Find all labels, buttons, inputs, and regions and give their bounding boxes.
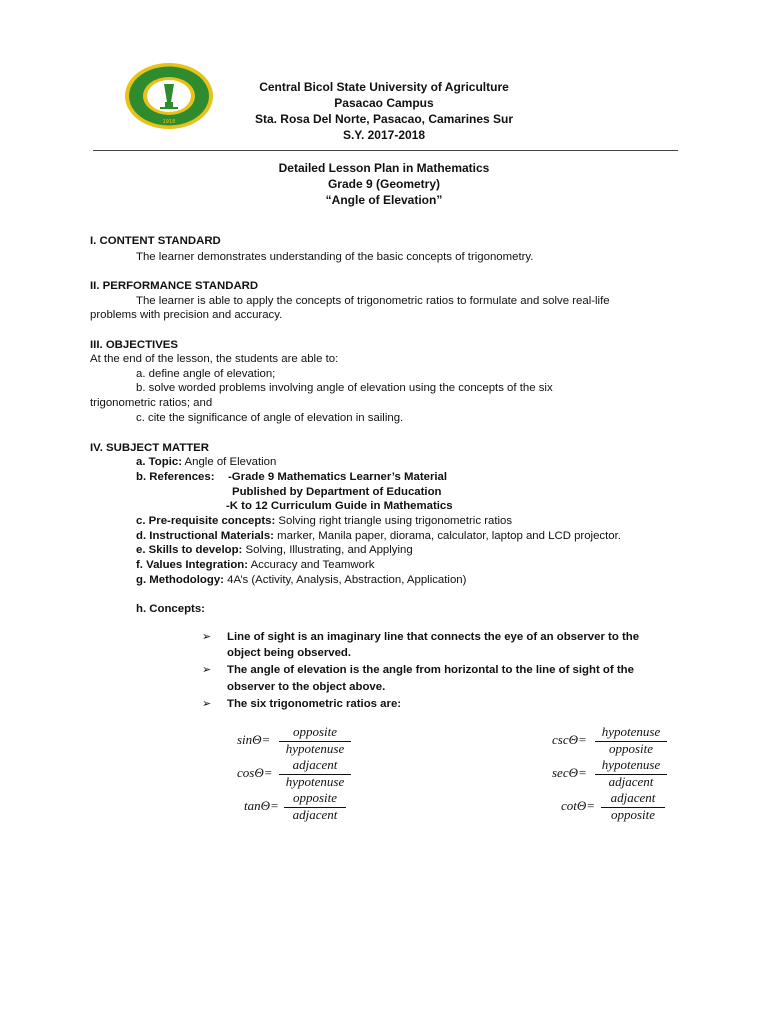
cosine-lhs: cosΘ= (237, 765, 273, 780)
school-year: S.Y. 2017-2018 (342, 128, 426, 142)
topic-line (136, 455, 276, 470)
tangent-denominator: adjacent (292, 807, 338, 822)
reference-3: -K to 12 Curriculum Guide in Mathematics (226, 500, 453, 512)
materials-line (136, 529, 621, 544)
methodology-value: 4A’s (Activity, Analysis, Abstraction, Application) (223, 574, 467, 586)
secant-numerator: hypotenuse (601, 757, 661, 772)
tangent-numerator: opposite (292, 790, 338, 805)
values-value: Accuracy and Teamwork (248, 559, 375, 571)
subject-matter-heading: IV. SUBJECT MATTER (90, 442, 209, 454)
materials-value: marker, Manila paper, diorama, calculator, laptop and LCD projector. (273, 530, 621, 542)
prerequisite-value: Solving right triangle using trigonometric ratios (275, 515, 513, 527)
reference-1: -Grade 9 Mathematics Learner’s Material (228, 471, 448, 483)
cotangent-denominator: opposite (610, 807, 656, 822)
secant-denominator: adjacent (608, 774, 654, 789)
cosecant-lhs: cscΘ= (552, 732, 587, 747)
objectives-intro: At the end of the lesson, the students are able to: (90, 353, 339, 365)
concepts-label: h. Concepts: (136, 603, 205, 615)
cosecant-numerator: hypotenuse (601, 724, 661, 739)
prerequisite-label: c. Pre-requisite concepts: (136, 515, 276, 527)
secant-lhs: secΘ= (552, 765, 587, 780)
objective-c: c. cite the significance of angle of elevation in sailing. (136, 412, 404, 424)
svg-text:1918: 1918 (162, 119, 176, 125)
tangent-lhs: tanΘ= (244, 798, 279, 813)
cotangent-numerator: adjacent (610, 790, 656, 805)
performance-standard-text-2: problems with precision and accuracy. (90, 309, 283, 321)
grade-level: Grade 9 (Geometry) (327, 177, 441, 191)
campus-address: Sta. Rosa Del Norte, Pasacao, Camarines Sur (254, 112, 514, 126)
concept-1-line-1: Line of sight is an imaginary line that connects the eye of an observer to the (227, 631, 640, 643)
cosine-denominator: hypotenuse (285, 774, 345, 789)
topic-value: Angle of Elevation (182, 456, 277, 468)
materials-label: d. Instructional Materials: (136, 530, 274, 542)
prerequisite-line (136, 514, 512, 529)
objective-a: a. define angle of elevation; (136, 368, 276, 380)
performance-standard-text-1: The learner is able to apply the concepts of trigonometric ratios to formulate and solve real-life (136, 295, 610, 307)
objectives-heading: III. OBJECTIVES (90, 339, 178, 351)
objective-b-line-1: b. solve worded problems involving angle of elevation using the concepts of the six (136, 382, 553, 394)
methodology-label: g. Methodology: (136, 574, 224, 586)
content-standard-text: The learner demonstrates understanding of the basic concepts of trigonometry. (136, 251, 534, 263)
concept-2-line-2: observer to the object above. (227, 681, 386, 693)
skills-label: e. Skills to develop: (136, 544, 243, 556)
concept-2-line-1: The angle of elevation is the angle from horizontal to the line of sight of the (227, 664, 634, 676)
skills-line (136, 543, 413, 558)
university-name: Central Bicol State University of Agriculture (259, 80, 509, 94)
arrow-bullet-icon: ➢ (202, 631, 212, 643)
topic-label: a. Topic: (136, 456, 182, 468)
cosecant-denominator: opposite (608, 741, 654, 756)
sine-numerator: opposite (292, 724, 338, 739)
performance-standard-heading: II. PERFORMANCE STANDARD (90, 280, 259, 292)
objective-b-line-2: trigonometric ratios; and (90, 397, 213, 409)
values-line (136, 558, 374, 573)
concept-1-line-2: object being observed. (227, 647, 352, 659)
lesson-topic: “Angle of Elevation” (325, 193, 443, 207)
document-title: Detailed Lesson Plan in Mathematics (278, 161, 490, 175)
cotangent-lhs: cotΘ= (561, 798, 596, 813)
header-divider (93, 150, 678, 151)
reference-2: Published by Department of Education (232, 486, 442, 498)
sine-lhs: sinΘ= (237, 732, 271, 747)
skills-value: Solving, Illustrating, and Applying (242, 544, 413, 556)
campus-name: Pasacao Campus (334, 96, 434, 110)
concept-3: The six trigonometric ratios are: (227, 698, 402, 710)
values-label: f. Values Integration: (136, 559, 249, 571)
sine-denominator: hypotenuse (285, 741, 345, 756)
references-label: b. References: (136, 471, 215, 483)
arrow-bullet-icon: ➢ (202, 698, 212, 710)
cosine-numerator: adjacent (292, 757, 338, 772)
content-standard-heading: I. CONTENT STANDARD (90, 235, 221, 247)
arrow-bullet-icon: ➢ (202, 664, 212, 676)
methodology-line (136, 573, 466, 588)
